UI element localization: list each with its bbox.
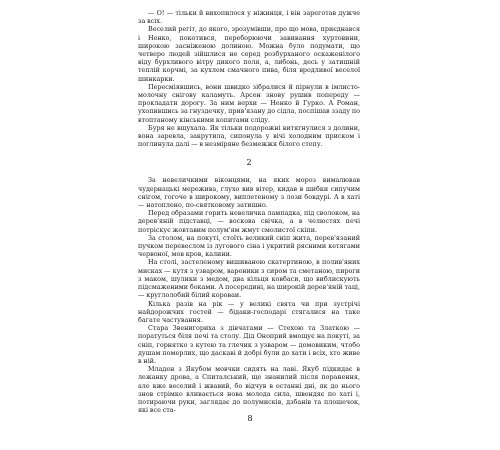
paragraph: Стара Звенигориха з дівчатами — Стехою та Златкою — поратуться біля печі та столу. Дід Оноприй вмощує на покуті, за сніп, горнятко з кутею та глечик з узваром — домовиким, чтобо душам померлих, що даскаві й добрі були до хати і всіх, хто живе в ній.	[138, 324, 360, 365]
paragraph: — О! — тільки й вихопилося у ніжинця, і він зареготав дужче за всіх.	[138, 9, 360, 26]
paragraph: Веселий регіт, до якого, зрозумівши, про що мова, приєднався і Ненко, покотився, переборюючи завивання хуртовини, широкою засніженою долиною. Можна було подумати, що четверо людей зійшлися не серед розбурханого оскаженілого віду бурхливого вітру дикого поля, а, либонь, десь у затишній теплій корчмі, за кухлем смачного пива, біля вродливої веселої шинкарки.	[138, 25, 360, 83]
paragraph: Буря не вщухала. Як тільки подорожні витягнулися з долини, вона заревла, закрутила, сипонула у вічі холодним приском і поглинула далі — в незміряне безмежжя білого степу.	[138, 123, 360, 149]
page-number: 8	[247, 414, 253, 423]
paragraph: Перед образами горить невеличка лампадка, під сволоком, на дерев'яній підставці, — воскова свічка, а в челюстях печі потріскує жовтавим полум'ям жмут смолистої скіпи.	[138, 209, 360, 234]
paragraph: Кілька разів на рік — у великі свята чи при зустрічі найдорожчих гостей — бідаки-господарі стягалися на таке багате частування.	[138, 299, 360, 324]
chapter-number: 2	[246, 158, 252, 168]
paragraph: Пересміявшись, вони швидко зібралися й пірнули в імлисто-молочну снігову каламуть. Арсен знову рушив попереду — прокладати дорогу. За ним верхи — Ненко й Гурко. А Роман, ухопившись за гнуздечку, прив'язану до сідла, поспішав ззаду по втоптаному кінськими копитами сліду.	[138, 82, 360, 124]
paragraph: На столі, застеленому вишиваною скатертиною, в полив'яних мисках — кутя з узваром, вареники з сиром та сметаною, пироги з маком, шулики з медом, два кільця ковбаси, що виблискують підсмаженими боками. А посередині, на широкій дерев'яній таці, — круглолобий білий короваи.	[138, 258, 360, 300]
text-column	[138, 9, 360, 414]
paragraph: За невеличкими віконцями, на яких мороз вималював чудернацькі мережива, глухо вив вітер, кидав в шибки сипучим снігом, гогоче в широкому, виплетеному з лози бовдурі. А в хаті — натоплено, по-святковому затишно.	[138, 176, 360, 210]
paragraph: Младен з Якубом мовчки сидять на лаві. Якуб підкидає в лежанку дрова, а Спиталський, ще знанилий після поранення, але вже веселий і жвавий, бо відчув в останні дні, як до нього знов стрімко вливається нова молода сила, швендяє по хаті і, потираючи руки, заглядає до полумисків, дзбанів та плошечок, які все ста-	[138, 365, 360, 415]
paragraph: За столом, на покуті, стоїть великий сніп жита, перев'язаний пучком перевеслом із лугового сіна і укритий рясними кетягами червоної, мов кров, калини.	[138, 233, 360, 259]
